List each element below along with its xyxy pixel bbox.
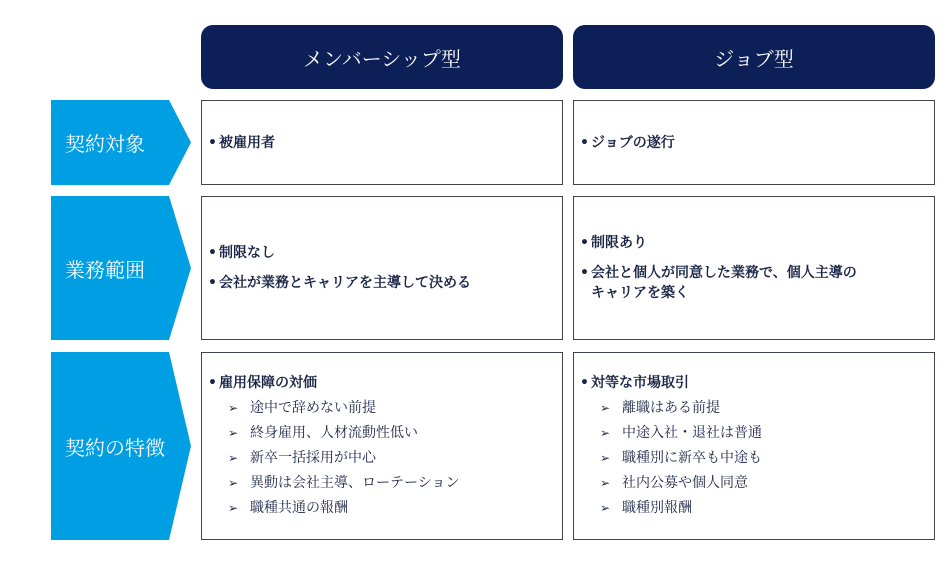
sub-item	[580, 498, 934, 518]
sub-item-text: 新卒一括採用が中心	[250, 450, 376, 466]
cell-job-contract-features	[573, 352, 935, 540]
bullet-item	[580, 233, 934, 253]
bullet-text: ジョブの遂行	[591, 134, 675, 151]
cell-job-work-scope	[573, 196, 935, 340]
cell-job-contract-target	[573, 100, 935, 185]
sub-item-text: 異動は会社主導、ローテーション	[250, 475, 460, 491]
row-label-work-scope	[51, 196, 191, 340]
cell-membership-contract-target	[201, 100, 563, 185]
bullet-dot-icon: •	[208, 375, 217, 391]
bullet-dot-icon: •	[208, 275, 217, 291]
arrow-bullet-icon: ➢	[228, 401, 239, 415]
cell-membership-work-scope	[201, 196, 563, 340]
header-job-label: ジョブ型	[714, 46, 794, 71]
sub-item	[580, 448, 934, 468]
arrow-bullet-icon: ➢	[600, 476, 611, 490]
bullet-dot-icon: •	[208, 245, 217, 261]
bullet-text: 対等な市場取引	[591, 375, 689, 391]
sub-item-text: 職種別に新卒も中途も	[622, 450, 762, 466]
row-label-text: 契約対象	[65, 132, 145, 156]
sub-item-text: 離職はある前提	[622, 400, 720, 416]
sub-item-text: 職種共通の報酬	[250, 500, 348, 516]
arrow-bullet-icon: ➢	[228, 426, 239, 440]
bullet-dot-icon: •	[580, 134, 589, 151]
row-label-text: 業務範囲	[65, 257, 145, 282]
row-label-contract-target	[51, 100, 191, 185]
sub-item	[208, 398, 562, 418]
bullet-text: 会社と個人が同意した業務で、個人主導の キャリアを築く	[591, 265, 857, 301]
bullet-text: 制限あり	[591, 235, 647, 251]
arrow-bullet-icon: ➢	[600, 501, 611, 515]
sub-item	[208, 498, 562, 518]
arrow-bullet-icon: ➢	[228, 501, 239, 515]
bullet-item	[208, 133, 562, 153]
bullet-item	[208, 373, 562, 393]
bullet-text: 被雇用者	[219, 134, 275, 151]
sub-item-text: 終身雇用、人材流動性低い	[250, 425, 418, 441]
row-label-text: 契約の特徴	[65, 435, 165, 460]
bullet-item	[208, 243, 562, 263]
arrow-bullet-icon: ➢	[228, 451, 239, 465]
arrow-bullet-icon: ➢	[600, 401, 611, 415]
row-label-contract-features	[51, 352, 191, 540]
bullet-text: 雇用保障の対価	[219, 375, 317, 391]
sub-item	[208, 448, 562, 468]
header-membership-label: メンバーシップ型	[303, 46, 461, 71]
header-job	[573, 25, 935, 89]
sub-item	[580, 473, 934, 493]
arrow-bullet-icon: ➢	[600, 426, 611, 440]
bullet-dot-icon: •	[580, 235, 589, 251]
sub-item	[580, 423, 934, 443]
sub-item-text: 職種別報酬	[622, 500, 692, 516]
bullet-text: 会社が業務とキャリアを主導して決める	[219, 275, 471, 291]
bullet-dot-icon: •	[580, 265, 589, 281]
arrow-bullet-icon: ➢	[228, 476, 239, 490]
bullet-text: 制限なし	[219, 245, 275, 261]
bullet-item	[580, 373, 934, 393]
sub-item	[208, 423, 562, 443]
bullet-dot-icon: •	[580, 375, 589, 391]
sub-item-text: 途中で辞めない前提	[250, 400, 376, 416]
bullet-dot-icon: •	[208, 134, 217, 151]
bullet-item	[208, 273, 562, 293]
arrow-bullet-icon: ➢	[600, 451, 611, 465]
sub-item-text: 社内公募や個人同意	[622, 475, 748, 491]
bullet-item	[580, 133, 934, 153]
header-membership	[201, 25, 563, 89]
sub-item-text: 中途入社・退社は普通	[622, 425, 762, 441]
sub-item	[208, 473, 562, 493]
cell-membership-contract-features	[201, 352, 563, 540]
sub-item	[580, 398, 934, 418]
bullet-item	[580, 263, 934, 303]
